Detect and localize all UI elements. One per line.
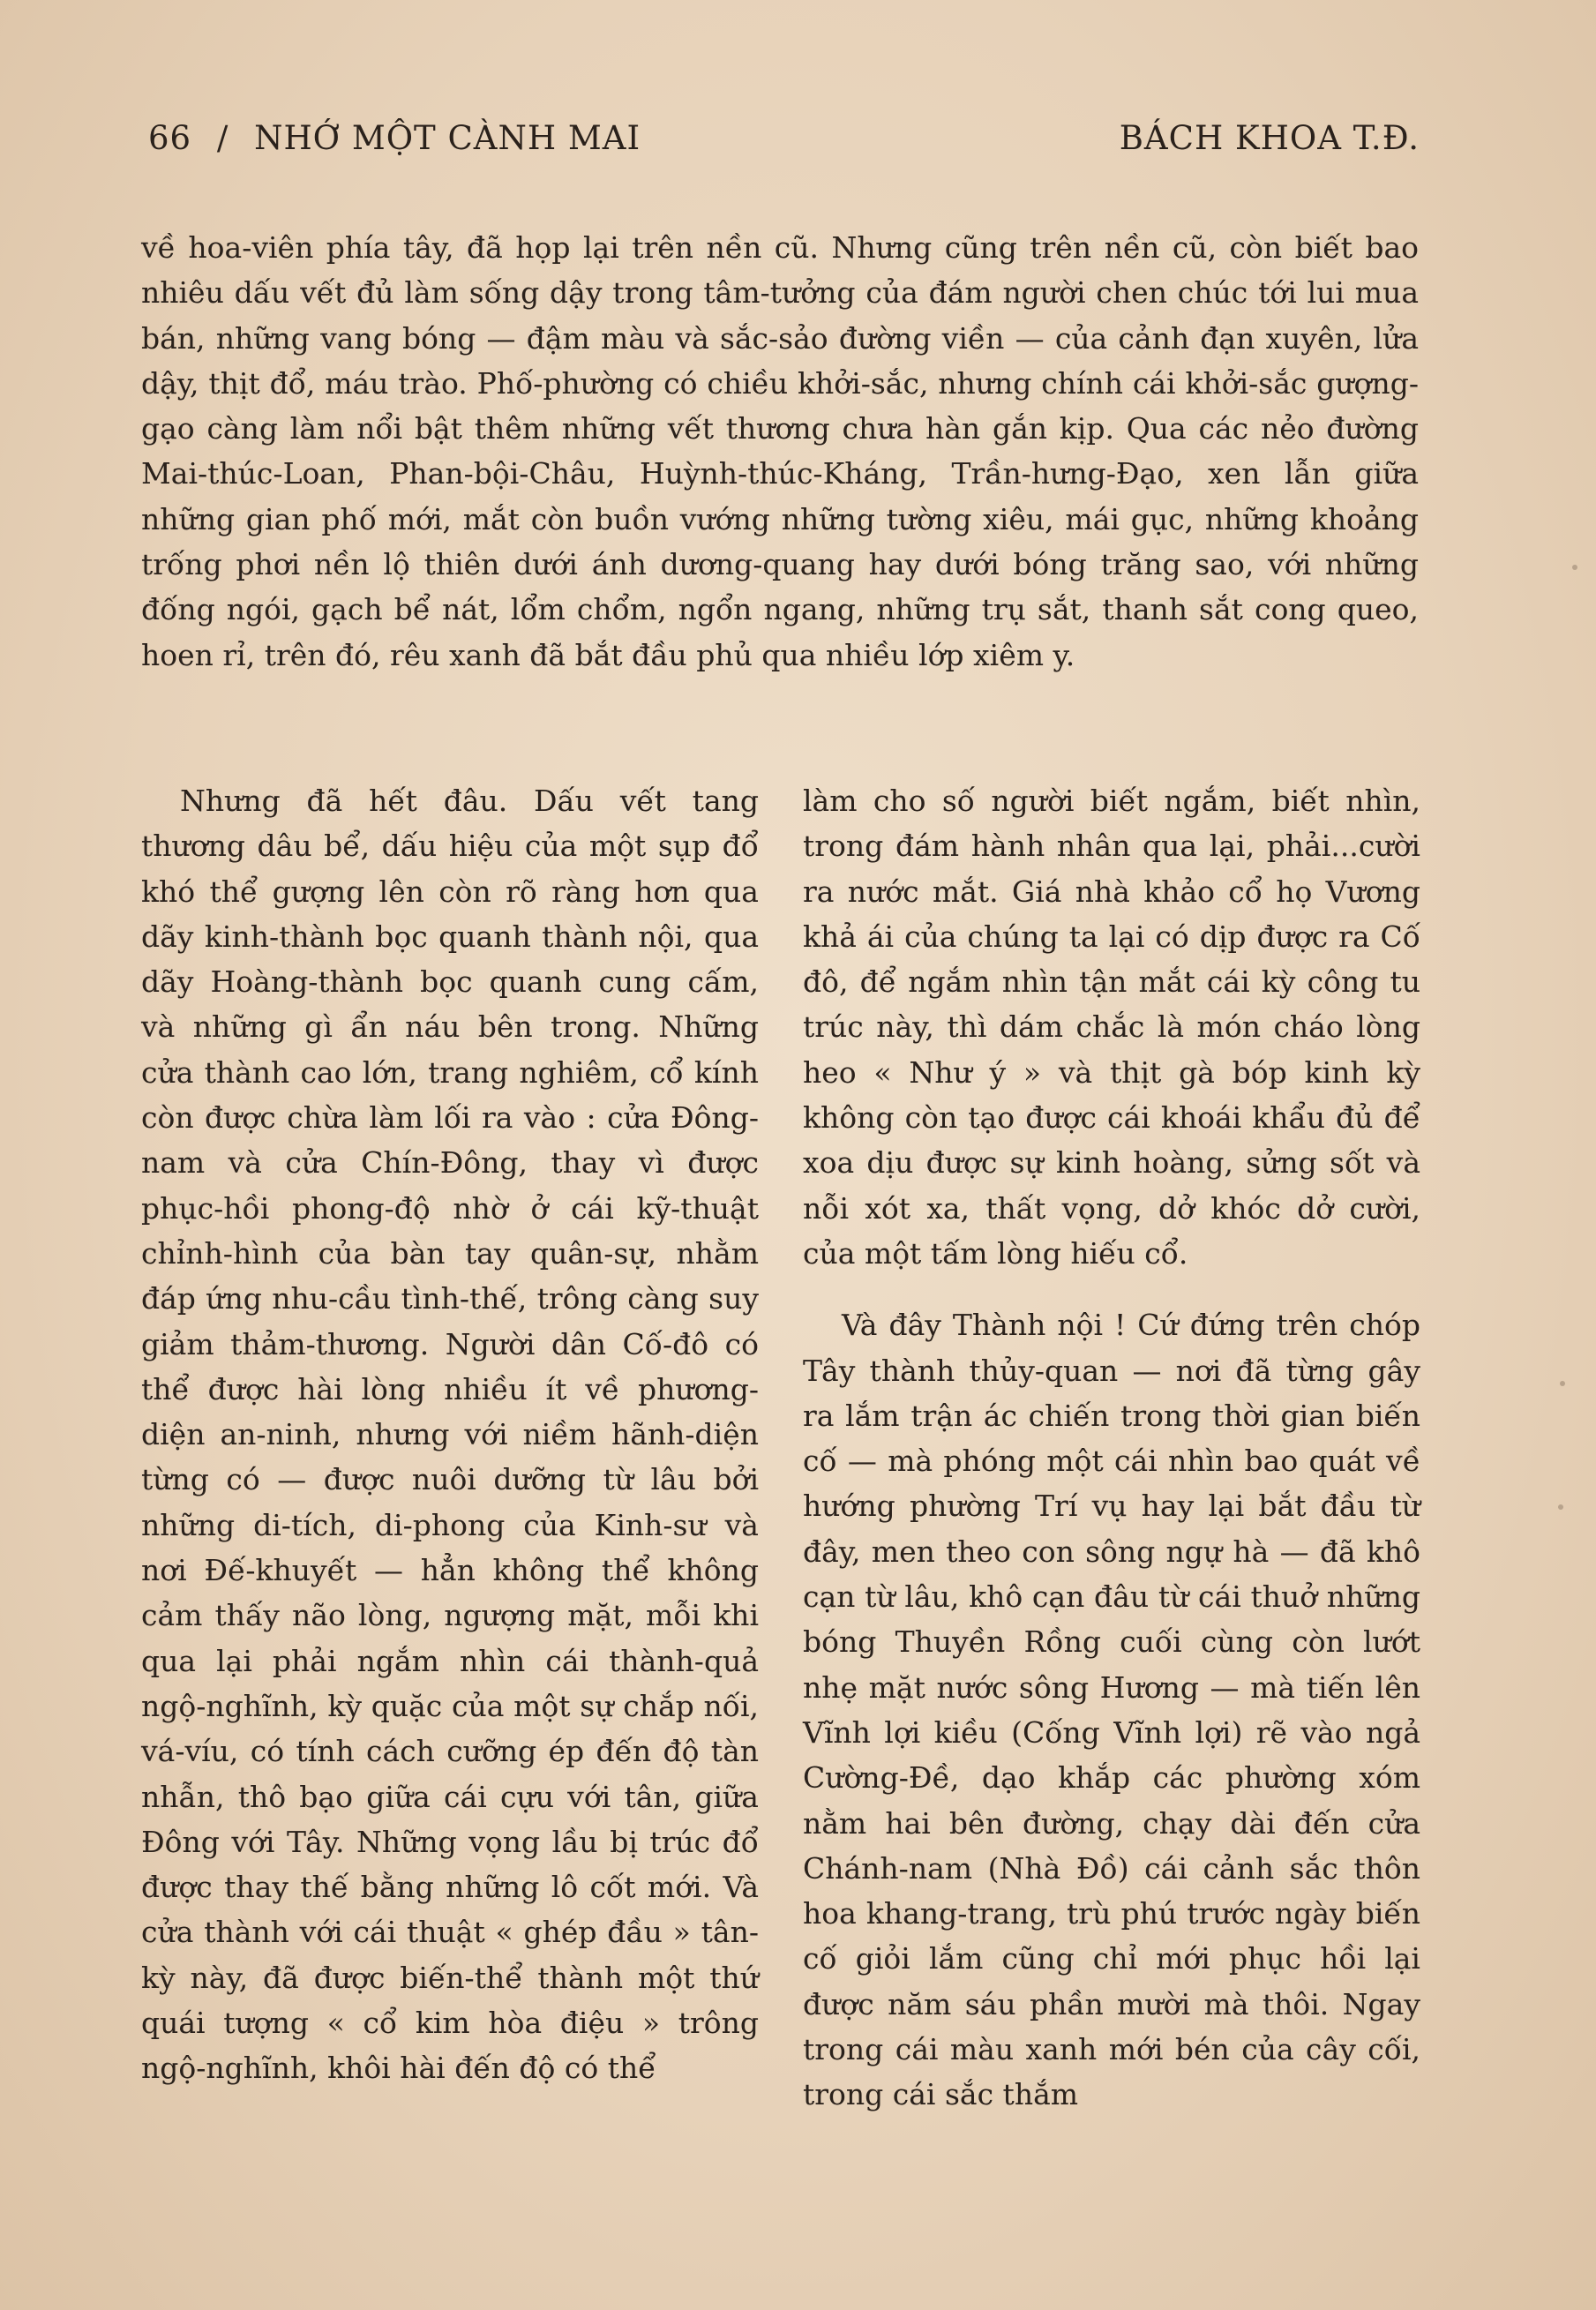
right-column-paragraph-1: làm cho số người biết ngắm, biết nhìn, trong đám hành nhân qua lại, phải...cười ra nước mắt. Giá nhà khảo cổ họ Vương khả ái của chúng ta lại có dịp được ra Cố đô, để ngắm nhìn tận mắt cái kỳ công tu trúc này, thì dám chắc là món cháo lòng heo « Như ý » và thịt gà bóp kinh kỳ không còn tạo được cái khoái khẩu đủ để xoa dịu được sự kinh hoàng, sửng sốt và nỗi xót xa, thất vọng, dở khóc dở cười, của một tấm lòng hiếu cổ. (803, 784, 1420, 1271)
header-separator: / (216, 119, 229, 157)
header-left (148, 119, 655, 157)
right-column-paragraph-2: Và đây Thành nội ! Cứ đứng trên chóp Tây thành thủy-quan — nơi đã từng gây ra lắm trận ác chiến trong thời gian biến cố — mà phóng một cái nhìn bao quát về hướng phường Trí vụ hay lại bắt đầu từ đây, men theo con sông ngự hà — đã khô cạn từ lâu, khô cạn đâu từ cái thuở những bóng Thuyền Rồng cuối cùng còn lướt nhẹ mặt nước sông Hương — mà tiến lên Vĩnh lợi kiều (Cống Vĩnh lợi) rẽ vào ngả Cường-Đề, dạo khắp các phường xóm nằm hai bên đường, chạy dài đến cửa Chánh-nam (Nhà Đồ) cái cảnh sắc thôn hoa khang-trang, trù phú trước ngày biến cố giỏi lắm cũng chỉ mới phục hồi lại được năm sáu phần mười mà thôi. Ngay trong cái màu xanh mới bén của cây cối, trong cái sắc thắm (803, 1308, 1420, 2112)
intro-paragraph: về hoa-viên phía tây, đã họp lại trên nền cũ. Nhưng cũng trên nền cũ, còn biết bao nhiêu dấu vết đủ làm sống dậy trong tâm-tưởng của đám người chen chúc tới lui mua bán, những vang bóng — đậm màu và sắc-sảo đường viền — của cảnh đạn xuyên, lửa dậy, thịt đổ, máu trào. Phố-phường có chiều khởi-sắc, nhưng chính cái khởi-sắc gượng-gạo càng làm nổi bật thêm những vết thương chưa hàn gắn kịp. Qua các nẻo đường Mai-thúc-Loan, Phan-bội-Châu, Huỳnh-thúc-Kháng, Trần-hưng-Đạo, xen lẫn giữa những gian phố mới, mắt còn buồn vướng những tường xiêu, mái gục, những khoảng trống phơi nền lộ thiên dưới ánh dương-quang hay dưới bóng trăng sao, với những đống ngói, gạch bể nát, lổm chổm, ngổn ngang, những trụ sắt, thanh sắt cong queo, hoen rỉ, trên đó, rêu xanh đã bắt đầu phủ qua nhiều lớp xiêm y. (141, 230, 1419, 672)
publication-name: BÁCH KHOA T.Đ. (1119, 119, 1420, 157)
right-column (803, 778, 1420, 2118)
intro-text-block (141, 225, 1419, 678)
page-number: 66 (148, 119, 192, 157)
paper-speck (1560, 1381, 1565, 1386)
article-title: NHỚ MỘT CÀNH MAI (254, 119, 641, 157)
left-column-paragraph: Nhưng đã hết đâu. Dấu vết tang thương dâu bể, dấu hiệu của một sụp đổ khó thể gượng lên còn rõ ràng hơn qua dãy kinh-thành bọc quanh thành nội, qua dãy Hoàng-thành bọc quanh cung cấm, và những gì ẩn náu bên trong. Những cửa thành cao lớn, trang nghiêm, cổ kính còn được chừa làm lối ra vào : cửa Đông-nam và cửa Chín-Đông, thay vì được phục-hồi phong-độ nhờ ở cái kỹ-thuật chỉnh-hình của bàn tay quân-sự, nhằm đáp ứng nhu-cầu tình-thế, trông càng suy giảm thảm-thương. Người dân Cố-đô có thể được hài lòng nhiều ít về phương-diện an-ninh, nhưng với niềm hãnh-diện từng có — được nuôi dưỡng từ lâu bởi những di-tích, di-phong của Kinh-sư và nơi Đế-khuyết — hẳn không thể không cảm thấy não lòng, ngượng mặt, mỗi khi qua lại phải ngắm nhìn cái thành-quả ngộ-nghĩnh, kỳ quặc của một sự chắp nối, vá-víu, có tính cách cưỡng ép đến độ tàn nhẫn, thô bạo giữa cái cựu với tân, giữa Đông với Tây. Những vọng lầu bị trúc đổ được thay thế bằng những lô cốt mới. Và cửa thành với cái thuật « ghép đầu » tân-kỳ này, đã được biến-thể thành một thứ quái tượng « cổ kim hòa điệu » trông ngộ-nghĩnh, khôi hài đến độ có thể (141, 784, 759, 2086)
page-header (148, 119, 1420, 157)
paper-speck (1558, 1504, 1563, 1510)
paper-speck (1572, 565, 1577, 570)
left-column (141, 778, 759, 2091)
